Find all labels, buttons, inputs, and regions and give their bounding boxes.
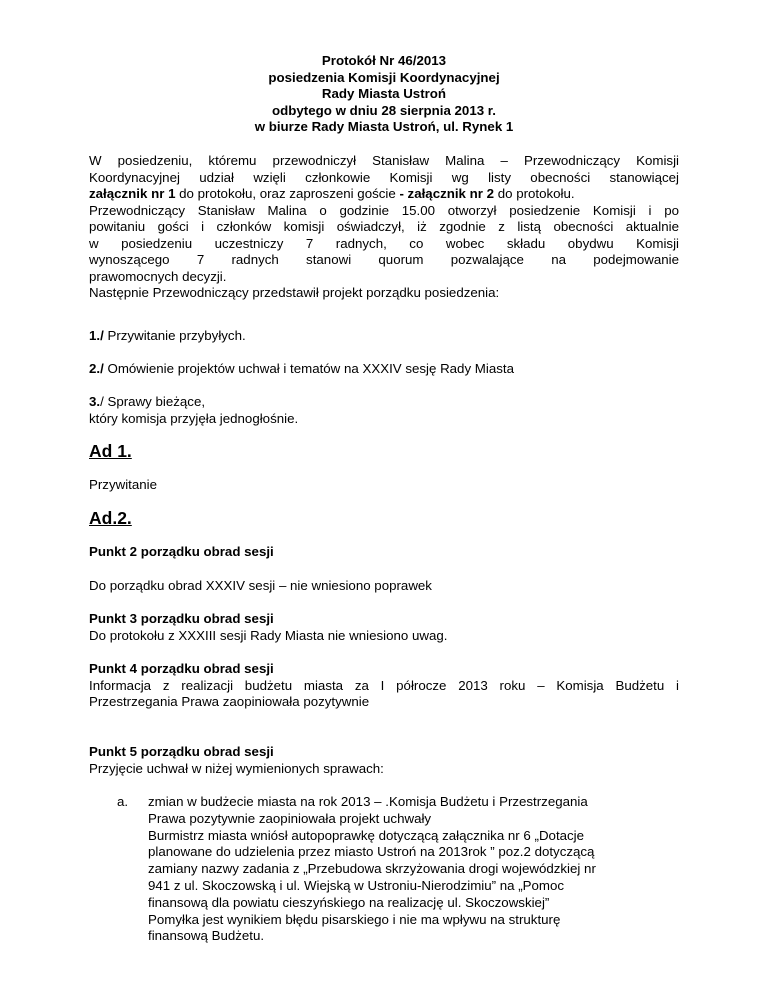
point2-title: Punkt 2 porządku obrad sesji <box>89 544 274 559</box>
point5-title: Punkt 5 porządku obrad sesji <box>89 744 274 759</box>
ad1-heading: Ad 1. <box>89 441 132 461</box>
protocol-subtitle: posiedzenia Komisji Koordynacyjnej <box>268 69 500 85</box>
point2-text: Do porządku obrad XXXIV sesji – nie wniesiono poprawek <box>89 578 432 593</box>
agenda-item-1: 1./ Przywitanie przybyłych. <box>89 328 246 343</box>
point3-section <box>89 611 679 644</box>
point4-text-line2: Przestrzegania Prawa zaopiniowała pozytywnie <box>89 694 370 709</box>
ad2-heading: Ad.2. <box>89 508 132 528</box>
meeting-date: odbytego w dniu 28 sierpnia 2013 r. <box>272 102 496 118</box>
agenda-item-2: 2./ Omówienie projektów uchwał i tematów na XXXIV sesję Rady Miasta <box>89 361 514 376</box>
council-name: Rady Miasta Ustroń <box>321 86 447 101</box>
point3-text: Do protokołu z XXXIII sesji Rady Miasta nie wniesiono uwag. <box>89 627 448 643</box>
point4-section <box>89 661 679 711</box>
intro-paragraph: W posiedzeniu, któremu przewodniczył Stanisław Malina – Przewodniczący Komisji Koordynacyjnej udział wzięli członkowie Komisji wg listy obecności stanowiącej załącznik nr 1 do protokołu, oraz zaproszeni goście - załącznik nr 2 do protokołu. Przewodniczący Stanisław Malina o godzinie 15.00 otworzył posiedzenie Komisji i po powitaniu gości i członków komisji oświadczył, iż zgodnie z listą obecności aktualnie w posiedzeniu uczestniczy 7 radnych, co wobec składu obydwu Komisji wynoszącego 7 radnych stanowi quorum pozwalające na podejmowanie prawomocnych decyzji. Następnie Przewodniczący przedstawił projekt porządku posiedzenia: <box>89 153 679 300</box>
protocol-title: Protokół Nr 46/2013 <box>321 53 447 68</box>
list-marker: a. <box>117 794 129 809</box>
ad1-text: Przywitanie <box>89 477 157 492</box>
document-page: Protokół Nr 46/2013 posiedzenia Komisji Koordynacyjnej Rady Miasta Ustroń odbytego w dniu 28 sierpnia 2013 r. w biurze Rady Miasta Ustroń, ul. Rynek 1 W posiedzeniu, któremu przewodniczył Stanisław Malina – Przewodniczący Komisji Koordynacyjnej udział wzięli członkowie Komisji wg listy obecności stanowiącej załącznik nr 1 do protokołu, oraz zaproszeni goście - załącznik nr 2 do protokołu. Przewodniczący Stanisław Malina o godzinie 15.00 otworzył posiedzenie Komisji i po powitaniu gości i członków komisji oświadczył, iż zgodnie z listą obecności aktualnie w posiedzeniu uczestniczy 7 radnych, co wobec składu obydwu Komisji wynoszącego 7 radnych stanowi quorum pozwalające na podejmowanie prawomocnych decyzji. Następnie Przewodniczący przedstawił projekt porządku posiedzenia: 1./ Przywitanie przybyłych. 2./ Omówienie projektów uchwał i tematów na XXXIV sesję Rady Miasta 3./ Sprawy bieżące, który komisja przyjęła jednogłośnie. Ad 1. Przywitanie Ad.2. Punkt 2 porządku obrad sesji Do porządku obrad XXXIV sesji – nie wniesiono poprawek Punkt 3 porządku obrad sesji Do protokołu z XXXIII sesji Rady Miasta nie wniesiono uwag. Punkt 4 porządku obrad sesji Informacja z realizacji budżetu miasta za I półrocze 2013 roku – Komisja Budżetu i Przestrzegania Prawa zaopiniowała pozytywnie Punkt 5 porządku obrad sesji Przyjęcie uchwał w niżej wymienionych sprawach: a. zmian w budżecie miasta na rok 2013 – .Komisja Budżetu i Przestrzegania Prawa pozytywnie zaopiniowała projekt uchwały Burmistrz miasta wniósł autopoprawkę dotyczącą załącznika nr 6 „Dotacje planowane do udzielenia przez miasto Ustroń na 2013rok ” poz.2 dotyczącą zamiany nazwy zadania z „Przebudowa skrzyżowania drogi wojewódzkiej nr 941 z ul. Skoczowską i ul. Wiejską w Ustroniu-Nierodzimiu” na „Pomoc finansową dla powiatu cieszyńskiego na realizację ul. Skoczowskiej” Pomyłka jest wynikiem błędu pisarskiego i nie ma wpływu na strukturę finansową Budżetu. <box>0 0 768 994</box>
point5-text: Przyjęcie uchwał w niżej wymienionych sprawach: <box>89 760 384 776</box>
protocol-header <box>0 53 768 136</box>
meeting-location: w biurze Rady Miasta Ustroń, ul. Rynek 1 <box>254 119 514 134</box>
agenda-approval: który komisja przyjęła jednogłośnie. <box>89 410 299 426</box>
point4-title: Punkt 4 porządku obrad sesji <box>89 661 274 676</box>
point3-title: Punkt 3 porządku obrad sesji <box>89 611 274 626</box>
agenda-item-3: 3./ Sprawy bieżące, który komisja przyjęła jednogłośnie. <box>89 394 679 427</box>
point5-section <box>89 744 679 777</box>
point4-text-line1: Informacja z realizacji budżetu miasta za I półrocze 2013 roku – Komisja Budżetu i <box>89 677 679 693</box>
